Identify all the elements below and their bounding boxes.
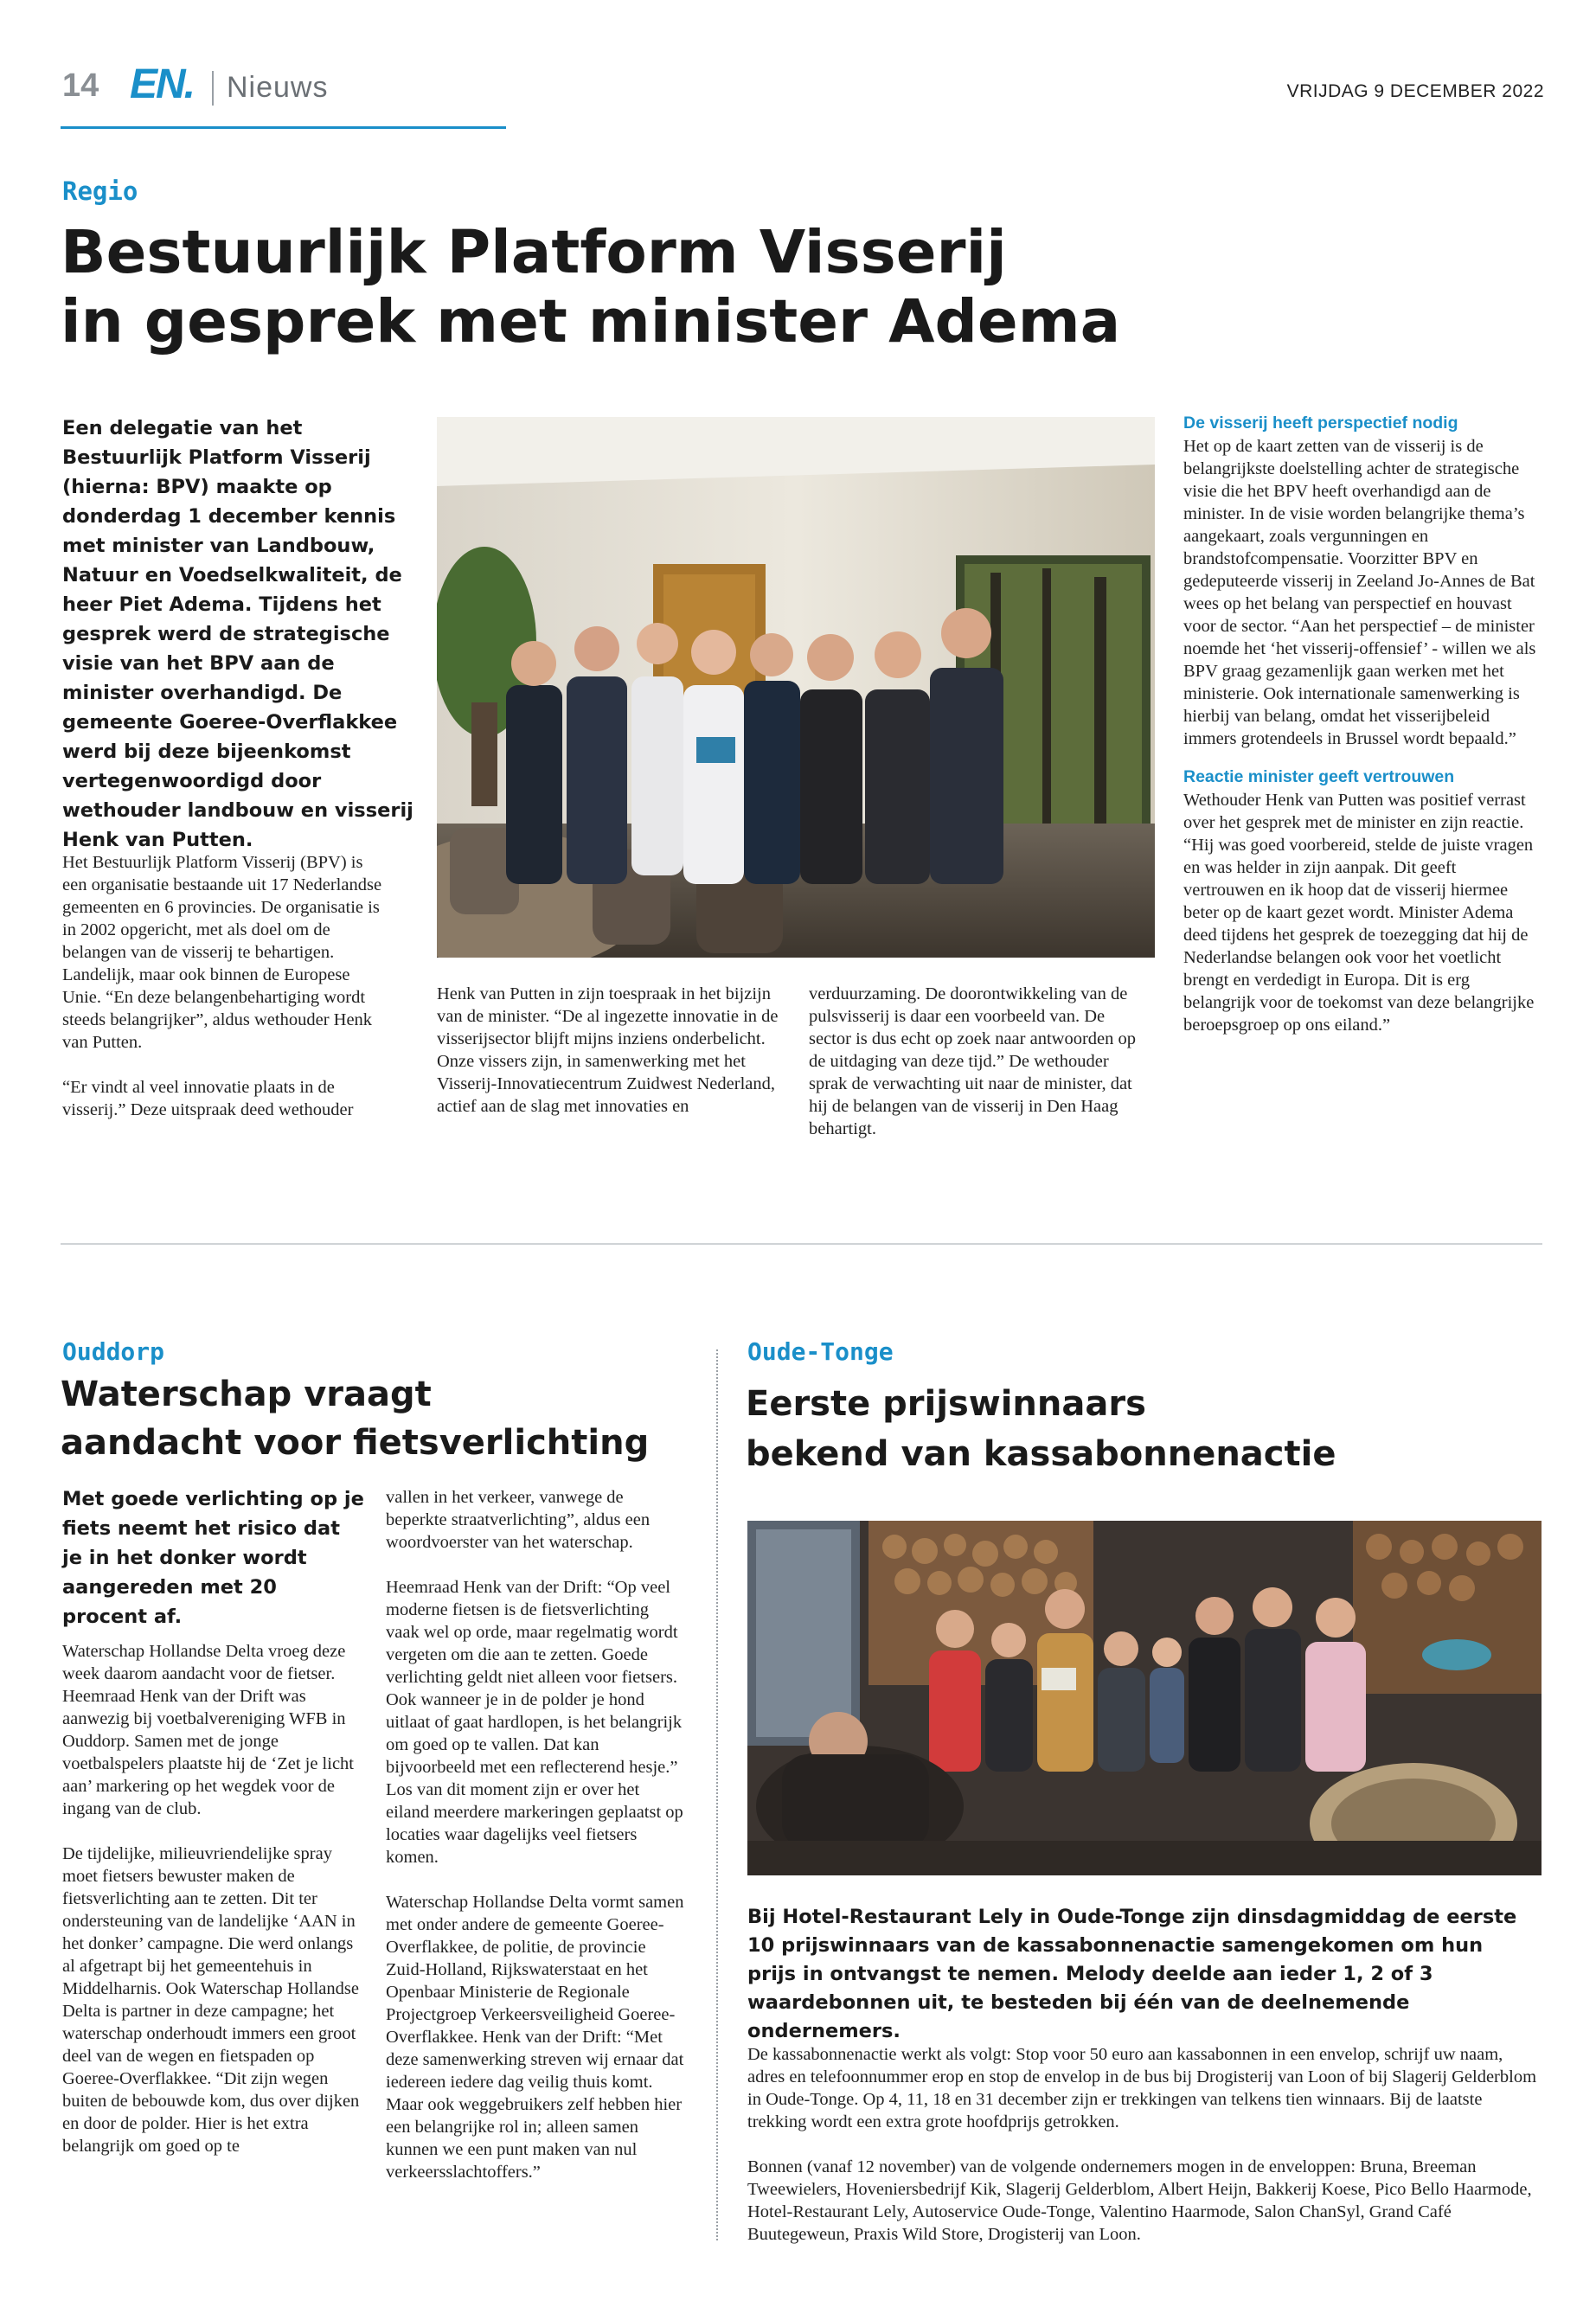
article1-column2: [437, 983, 783, 1140]
column-divider: [716, 1349, 718, 2240]
article1-headline-line1: Bestuurlijk Platform Visserij: [61, 218, 1007, 287]
article1-subhead: De visserij heeft perspectief nodig: [1183, 413, 1458, 433]
article1-column3: [809, 983, 1151, 1163]
article2-paragraph: De tijdelijke, milieuvriendelijke spray moet fietsers bewuster maken de fietsverlichting aan te zetten. Dit ter ondersteuning van de landelijke ‘AAN in het donker’ campagne. Die werd onlangs al afgetrapt bij het gemeentehuis in Middelharnis. Ook Waterschap Hollandse Delta is partner in deze campagne; het waterschap onderhoudt immers een groot deel van de wegen en fietspaden op Goeree-Overflakkee. “Dit zijn wegen buiten de bebouwde kom, dus over dijken en door de polder. Hier is het extra belangrijk om goed op te: [62, 1844, 360, 2156]
article3-lead: Bij Hotel-Restaurant Lely in Oude-Tonge zijn dinsdagmiddag de eerste 10 prijswinnaars van de kassabonnenactie samengekomen om hun prijs in ontvangst te nemen. Melody deelde aan ieder 1, 2 of 3 waardebonnen uit, te besteden bij één van de deelnemende ondernemers.: [747, 1906, 1517, 2042]
article2-lead: Met goede verlichting op je fiets neemt het risico dat je in het donker wordt aangereden met 20 procent af.: [62, 1488, 364, 1628]
article1-photo-graphic: [437, 417, 1155, 958]
article3-headline: [746, 1379, 1524, 1479]
article2-headline-line2: aandacht voor fietsverlichting: [61, 1423, 650, 1463]
article1-paragraph: verduurzaming. De doorontwikkeling van de pulsvisserij is daar een voorbeeld van. De sector is dus echt op zoek naar antwoorden op de uitdaging van deze tijd.” De wethouder sprak de verwachting uit naar de minister, dat hij de belangen van de visserij in Den Haag behartigt.: [809, 984, 1136, 1138]
article2-paragraph: vallen in het verkeer, vanwege de beperkte straatverlichting”, aldus een woordvoerster van het waterschap.: [386, 1488, 651, 1552]
article1-paragraph: “Er vindt al veel innovatie plaats in de visserij.” Deze uitspraak deed wethouder: [62, 1078, 354, 1119]
article1-paragraph: Het op de kaart zetten van de visserij is de belangrijkste doelstelling achter de strategische visie die het BPV heeft overhandigd aan de minister. In de visie worden belangrijke thema’s aangekaart, zoals vergunningen en brandstofcompensatie. Voorzitter BPV en gedeputeerde visserij in Zeeland Jo-Annes de Bat wees op het belang van perspectief en houvast voor de sector. “Aan het perspectief – de minister noemde het ‘het visserij-offensief’ - willen we als BPV graag gezamenlijk gaan werken met het ministerie. Ook internationale samenwerking is hierbij van belang, omdat het visserijbeleid immers grotendeels in Brussel wordt bepaald.”: [1183, 437, 1536, 748]
article2-headline: [61, 1370, 701, 1467]
article1-column1: [62, 851, 391, 1144]
article3-body: [747, 2043, 1539, 2268]
article3-headline-line1: Eerste prijswinnaars: [746, 1384, 1146, 1424]
article1-column4: [1183, 413, 1540, 1036]
article2-paragraph: Heemraad Henk van der Drift: “Op veel moderne fietsen is de fietsverlichting vaak wel op orde, maar regelmatig wordt vergeten om die aan te zetten. Goede verlichting geldt niet alleen voor fietsers. Ook wanneer je in de polder je hond uitlaat of gaat hardlopen, is het belangrijk om goed op te vallen. Dat kan bijvoorbeeld met een reflecterend hesje.” Los van dit moment zijn er over het eiland meerdere markeringen geplaatst op locaties waar dagelijks veel fietsers komen.: [386, 1578, 683, 1867]
article1-headline-line2: in gesprek met minister Adema: [61, 287, 1121, 356]
article1-paragraph: Wethouder Henk van Putten was positief verrast over het gesprek met de minister en zijn reactie. “Hij was goed voorbereid, stelde de juiste vragen en was helder in zijn aanpak. Dit geeft vertrouwen en ik hoop dat de visserij hiermee beter op de kaart gezet wordt. Minister Adema deed tijdens het gesprek de toezegging dat hij de Nederlandse belangen ook voor het voetlicht brengt en verdedigt in Europa. Dit is erg belangrijk voor de toekomst van deze belangrijke beroepsgroep op ons eiland.”: [1183, 791, 1535, 1035]
article3-paragraph: De kassabonnenactie werkt als volgt: Stop voor 50 euro aan kassabonnen in een envelop, schrijf uw naam, adres en telefoonnummer erop en stop de envelop in de bus bij Drogisterij van Loon of bij Slagerij Gelderblom in Oude-Tonge. Op 4, 11, 18 en 31 december zijn er trekkingen van telkens tien winnaars. Bij de laatste trekking wordt een extra grote hoofdprijs getrokken.: [747, 2045, 1537, 2131]
article2-paragraph: Waterschap Hollandse Delta vormt samen met onder andere de gemeente Goeree-Overflakkee, de politie, de provincie Zuid-Holland, Rijkswaterstaat en het Openbaar Ministerie de Regionale Projectgroep Verkeersveiligheid Goeree-Overflakkee. Henk van der Drift: “Met deze samenwerking streven wij ernaar dat iedereen iedere dag veilig thuis komt. Maar ook weggebruikers zelf hebben hier een belangrijke rol in; alleen samen kunnen we een punt maken van nul verkeersslachtoffers.”: [386, 1893, 684, 2182]
newspaper-logo: EN.: [130, 61, 195, 107]
article2-kicker: Ouddorp: [62, 1337, 165, 1366]
section-name: Nieuws: [227, 71, 329, 104]
article2-headline-line1: Waterschap vraagt: [61, 1375, 432, 1414]
article3-headline-line2: bekend van kassabonnenactie: [746, 1434, 1336, 1474]
header-separator: [212, 71, 214, 106]
article1-kicker: Regio: [62, 176, 138, 206]
article3-kicker: Oude-Tonge: [747, 1337, 894, 1366]
article2-column2: [386, 1486, 684, 2206]
article3-photo-graphic: [747, 1521, 1542, 1875]
header-rule: [61, 126, 506, 129]
article1-lead: Een delegatie van het Bestuurlijk Platform Visserij (hierna: BPV) maakte op donderdag 1 december kennis met minister van Landbouw, Natuur en Voedselkwaliteit, de heer Piet Adema. Tijdens het gesprek werd de strategische visie van het BPV aan de minister overhandigd. De gemeente Goeree-Overflakkee werd bij deze bijeenkomst vertegenwoordigd door wethouder landbouw en visserij Henk van Putten.: [62, 417, 413, 851]
article1-photo: [437, 417, 1155, 958]
article1-subhead: Reactie minister geeft vertrouwen: [1183, 767, 1455, 786]
article2-column1: [62, 1640, 361, 2180]
section-divider: [61, 1243, 1542, 1245]
article1-headline: [61, 218, 1272, 356]
article2-paragraph: Waterschap Hollandse Delta vroeg deze week daarom aandacht voor de fietser. Heemraad Henk van der Drift was aanwezig bij voetbalvereniging WFB in Ouddorp. Samen met de jonge voetbalspelers plaatste hij de ‘Zet je licht aan’ markering op het wegdek voor de ingang van de club.: [62, 1642, 354, 1818]
issue-date: VRIJDAG 9 DECEMBER 2022: [1286, 81, 1544, 101]
article3-photo: [747, 1521, 1542, 1875]
article3-paragraph: Bonnen (vanaf 12 november) van de volgende ondernemers mogen in de enveloppen: Bruna, Breeman Tweewielers, Hoveniersbedrijf Kik, Slagerij Gelderblom, Albert Heijn, Bakkerij Koese, Pico Bello Haarmode, Hotel-Restaurant Lely, Autoservice Oude-Tonge, Valentino Haarmode, Salon ChanSyl, Grand Café Buutegeweun, Praxis Wild Store, Drogisterij van Loon.: [747, 2157, 1532, 2244]
article1-paragraph: Het Bestuurlijk Platform Visserij (BPV) is een organisatie bestaande uit 17 Nederlandse gemeenten en 6 provincies. De organisatie is in 2002 opgericht, met als doel om de belangen van de visserij te behartigen. Landelijk, maar ook binnen de Europese Unie. “En deze belangenbehartiging wordt steeds belangrijker”, aldus wethouder Henk van Putten.: [62, 853, 382, 1052]
article1-paragraph: Henk van Putten in zijn toespraak in het bijzijn van de minister. “De al ingezette innovatie in de visserijsector blijft mijns inziens onderbelicht. Onze vissers zijn, in samenwerking met het Visserij-Innovatiecentrum Zuidwest Nederland, actief aan de slag met innovaties en: [437, 984, 779, 1116]
page-number: 14: [62, 67, 99, 104]
